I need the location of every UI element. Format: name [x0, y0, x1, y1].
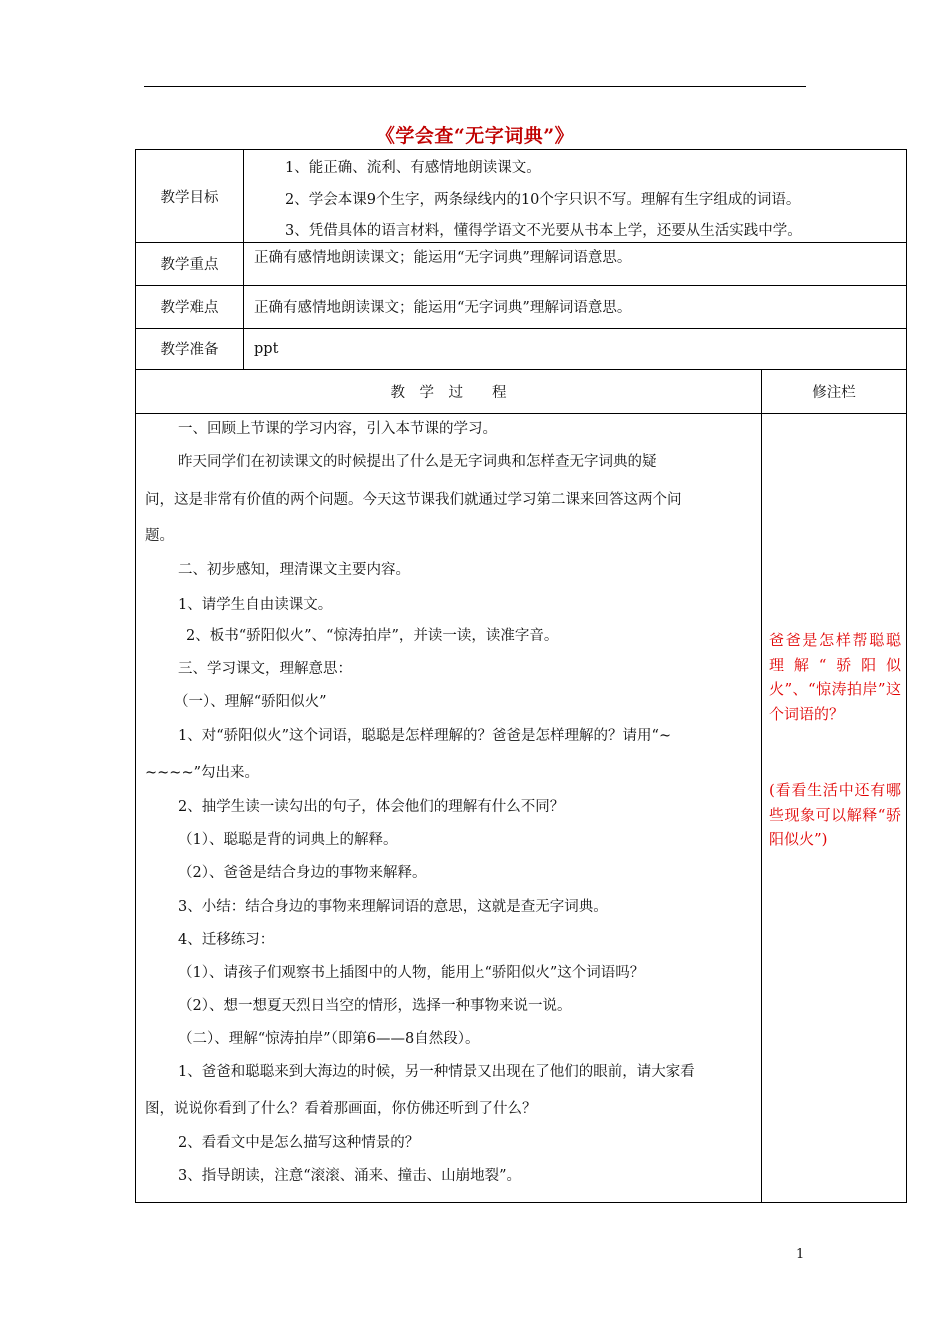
- key-points-text: 正确有感情地朗读课文；能运用“无字词典”理解词语意思。: [254, 250, 632, 266]
- annotation-question: 爸爸是怎样帮聪聪理解“骄阳似火”、“惊涛拍岸”这个词语的？: [769, 631, 901, 723]
- process-line: （2）、想一想夏天烈日当空的情形，选择一种事物来说一说。: [178, 998, 572, 1014]
- header-rule: [144, 86, 806, 87]
- page-number: 1: [796, 1247, 805, 1262]
- process-line: （2）、爸爸是结合身边的事物来解释。: [178, 865, 427, 881]
- annotation-hint: (看看生活中还有哪些现象可以解释“骄阳似火”): [769, 781, 901, 848]
- goal-line: 2、学会本课9个生字，两条绿线内的10个字只识不写。理解有生字组成的词语。: [285, 192, 801, 208]
- difficulty-text: 正确有感情地朗读课文；能运用“无字词典”理解词语意思。: [254, 300, 632, 316]
- process-line: 昨天同学们在初读课文的时候提出了什么是无字词典和怎样查无字词典的疑: [178, 454, 657, 470]
- process-line: 图，说说你看到了什么？看着那画面，你仿佛还听到了什么？: [145, 1101, 537, 1117]
- process-line: 问，这是非常有价值的两个问题。今天这节课我们就通过学习第二课来回答这两个问: [145, 492, 682, 508]
- process-line: 3、小结：结合身边的事物来理解词语的意思，这就是查无字词典。: [178, 899, 608, 915]
- process-line: （一）、理解“骄阳似火”: [174, 694, 327, 710]
- preparation-text: ppt: [254, 341, 279, 357]
- preparation-label: 教学准备: [160, 342, 219, 358]
- goals-label: 教学目标: [160, 189, 219, 206]
- process-line: 1、对“骄阳似火”这个词语，聪聪是怎样理解的？爸爸是怎样理解的？请用“~: [178, 728, 672, 744]
- key-points-label: 教学重点: [160, 257, 219, 273]
- process-line: 题。: [145, 528, 174, 544]
- difficulty-label: 教学难点: [160, 300, 219, 316]
- document-title: 《学会查“无字词典”》: [375, 125, 575, 147]
- goal-line: 1、能正确、流利、有感情地朗读课文。: [285, 160, 541, 176]
- process-table: [135, 369, 907, 1203]
- process-line: 1、爸爸和聪聪来到大海边的时候，另一种情景又出现在了他们的眼前，请大家看: [178, 1064, 695, 1080]
- process-header: 教 学 过 程: [390, 385, 507, 401]
- process-line: 二、初步感知，理清课文主要内容。: [178, 562, 410, 578]
- process-line: （1）、请孩子们观察书上插图中的人物，能用上“骄阳似火”这个词语吗？: [178, 965, 645, 981]
- process-line: 一、回顾上节课的学习内容，引入本节课的学习。: [178, 421, 497, 437]
- notes-header: 修注栏: [812, 385, 856, 401]
- process-line: （二）、理解“惊涛拍岸”（即第6——8自然段）。: [178, 1031, 480, 1047]
- goal-line: 3、凭借具体的语言材料，懂得学语文不光要从书本上学，还要从生活实践中学。: [285, 223, 802, 239]
- process-line: ~~~~”勾出来。: [145, 765, 260, 781]
- process-line: （1）、聪聪是背的词典上的解释。: [178, 832, 398, 848]
- process-line: 三、学习课文，理解意思：: [178, 661, 352, 677]
- objectives-table: [135, 149, 907, 370]
- process-line: 4、迁移练习：: [178, 932, 275, 948]
- process-line: 2、板书“骄阳似火”、“惊涛拍岸”，并读一读，读准字音。: [186, 628, 559, 644]
- process-line: 2、抽学生读一读勾出的句子，体会他们的理解有什么不同？: [178, 799, 565, 815]
- process-line: 2、看看文中是怎么描写这种情景的？: [178, 1135, 420, 1151]
- process-line: 3、指导朗读，注意“滚滚、涌来、撞击、山崩地裂”。: [178, 1168, 522, 1184]
- process-line: 1、请学生自由读课文。: [178, 597, 333, 613]
